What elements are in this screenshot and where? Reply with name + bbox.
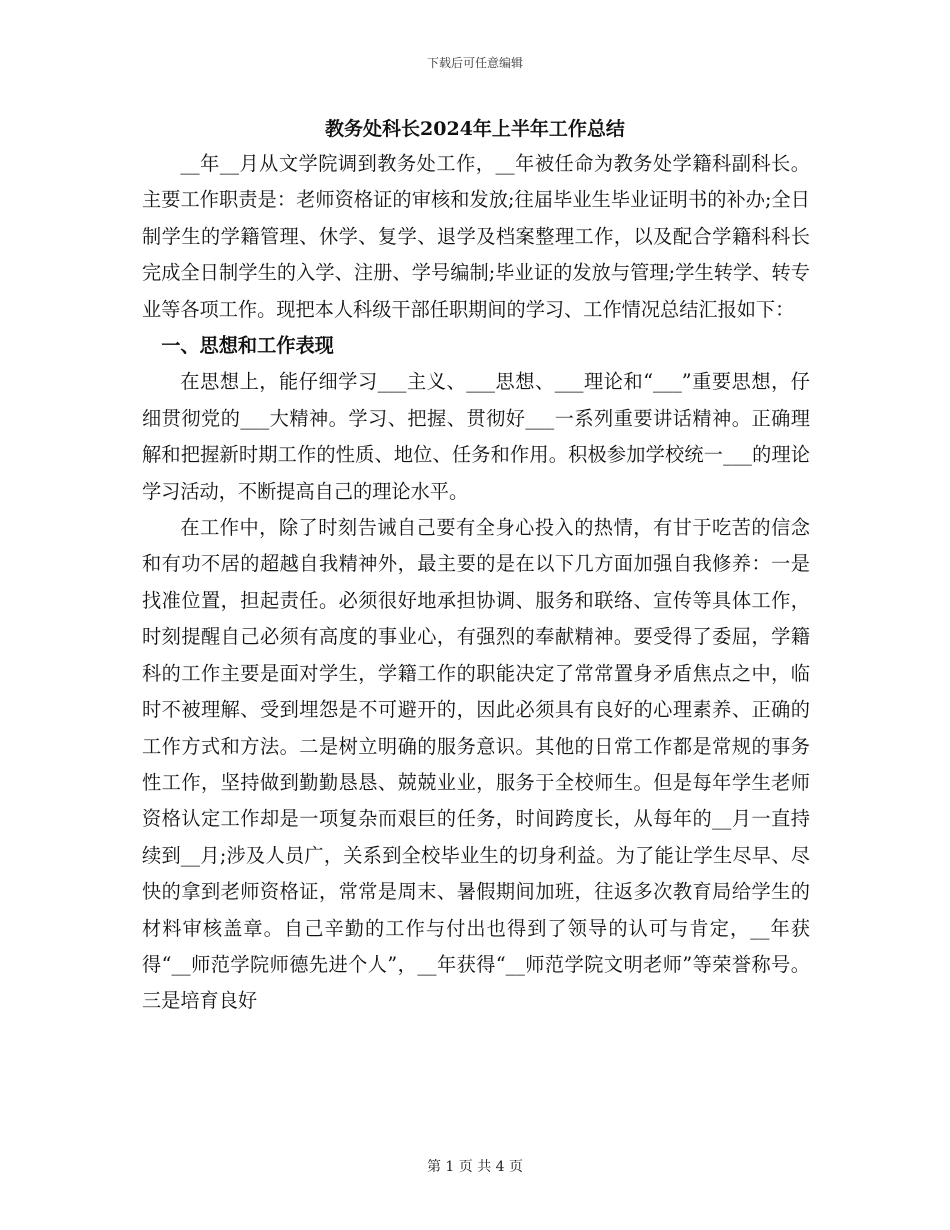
document-title: 教务处科长2024年上半年工作总结	[325, 118, 625, 140]
paragraph-intro: __年__月从文学院调到教务处工作，__年被任命为教务处学籍科副科长。主要工作职责是：老师资格证的审核和发放;往届毕业生毕业证明书的补办;全日制学生的学籍管理、休学、复学、退学及档案整理工作，以及配合学籍科科长完成全日制学生的入学、注册、学号编制;毕业证的发放与管理;学生转学、转专业等各项工作。现把本人科级干部任职期间的学习、工作情况总结汇报如下：	[142, 152, 810, 321]
document-body	[142, 146, 810, 1020]
section-heading: 一、思想和工作表现	[161, 334, 334, 358]
paragraph-thought: 在思想上，能仔细学习___主义、___思想、___理论和“___”重要思想，仔细贯彻党的___大精神。学习、把握、贯彻好___一系列重要讲话精神。正确理解和把握新时期工作的性质、地位、任务和作用。积极参加学校统一___的理论学习活动，不断提高自己的理论水平。	[142, 370, 810, 503]
paragraph-work: 在工作中，除了时刻告诫自己要有全身心投入的热情，有甘于吃苦的信念和有功不居的超越自我精神外，最主要的是在以下几方面加强自我修养：一是找准位置，担起责任。必须很好地承担协调、服务和联络、宣传等具体工作，时刻提醒自己必须有高度的事业心，有强烈的奉献精神。要受得了委屈，学籍科的工作主要是面对学生，学籍工作的职能决定了常常置身矛盾焦点之中，临时不被理解、受到埋怨是不可避开的，因此必须具有良好的心理素养、正确的工作方式和方法。二是树立明确的服务意识。其他的日常工作都是常规的事务性工作，坚持做到勤勤恳恳、兢兢业业，服务于全校师生。但是每年学生老师资格认定工作却是一项复杂而艰巨的任务，时间跨度长，从每年的__月一直持续到__月;涉及人员广，关系到全校毕业生的切身利益。为了能让学生尽早、尽快的拿到老师资格证，常常是周末、暑假期间加班，往返多次教育局给学生的材料审核盖章。自己辛勤的工作与付出也得到了领导的认可与肯定，__年获得“__师范学院师德先进个人”，__年获得“__师范学院文明老师”等荣誉称号。三是培育良好	[142, 516, 810, 1013]
page-number: 第 1 页 共 4 页	[426, 1159, 524, 1175]
page-header-note: 下载后可任意编辑	[426, 56, 523, 70]
